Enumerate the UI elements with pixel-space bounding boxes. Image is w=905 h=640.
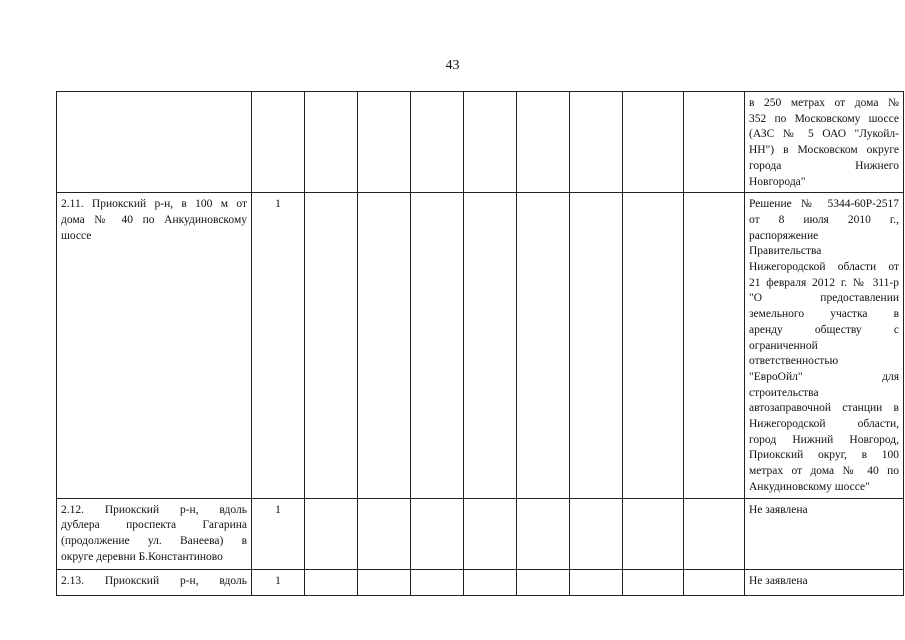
empty-cell	[570, 569, 623, 595]
empty-cell	[411, 498, 464, 569]
empty-cell	[684, 498, 745, 569]
empty-cell	[411, 92, 464, 193]
empty-cell	[623, 498, 684, 569]
text-line: 2.11. Приокский р-н, в 100 м от	[61, 198, 247, 211]
empty-cell	[517, 193, 570, 498]
empty-cell	[358, 498, 411, 569]
text-line: от 8 июля 2010 г.,	[749, 213, 899, 226]
table-row	[57, 498, 904, 569]
status-cell	[745, 498, 904, 569]
data-table	[56, 91, 904, 596]
empty-cell	[570, 92, 623, 193]
empty-cell	[517, 569, 570, 595]
text-line: автозаправочной станции в	[749, 402, 899, 415]
text-line: "О предоставлении	[749, 292, 899, 305]
text-line: Нижегородской области,	[749, 418, 899, 431]
empty-cell	[464, 193, 517, 498]
text-line: 352 по Московскому шоссе	[749, 112, 899, 125]
text-line: Новгорода"	[749, 175, 806, 188]
text-line: Правительства	[749, 245, 822, 258]
text-line: город Нижний Новгород,	[749, 433, 899, 446]
empty-cell	[305, 92, 358, 193]
text-line: земельного участка в	[749, 308, 899, 321]
empty-cell	[464, 92, 517, 193]
quantity-cell: 1	[252, 569, 305, 595]
text-line: в 250 метрах от дома №	[749, 97, 899, 109]
table-row	[57, 193, 904, 498]
text-line: (продолжение ул. Ванеева) в	[61, 534, 247, 547]
empty-cell	[358, 569, 411, 595]
quantity-cell: 1	[252, 193, 305, 498]
quantity-cell	[252, 92, 305, 193]
text-line: Не заявлена	[749, 503, 808, 516]
text-line: аренду обществу с	[749, 323, 899, 336]
empty-cell	[684, 193, 745, 498]
location-cell	[57, 92, 252, 193]
empty-cell	[358, 92, 411, 193]
text-line: метрах от дома № 40 по	[749, 465, 899, 478]
empty-cell	[305, 498, 358, 569]
text-line: ответственностью	[749, 355, 839, 368]
empty-cell	[623, 569, 684, 595]
empty-cell	[570, 193, 623, 498]
table-row	[57, 569, 904, 595]
empty-cell	[411, 569, 464, 595]
text-line: "ЕвроОйл" для	[749, 370, 899, 383]
text-line: округе деревни Б.Константиново	[61, 550, 223, 563]
text-line: 2.12. Приокский р-н, вдоль	[61, 503, 247, 516]
text-line: Приокский округ, в 100	[749, 449, 899, 462]
empty-cell	[623, 92, 684, 193]
text-line: шоссе	[61, 229, 92, 242]
status-cell	[745, 569, 904, 595]
text-line: 21 февраля 2012 г. № 311-р	[749, 276, 899, 289]
empty-cell	[358, 193, 411, 498]
table-row	[57, 92, 904, 193]
empty-cell	[684, 92, 745, 193]
empty-cell	[464, 498, 517, 569]
location-cell	[57, 569, 252, 595]
empty-cell	[305, 193, 358, 498]
empty-cell	[623, 193, 684, 498]
text-line: распоряжение	[749, 229, 819, 242]
empty-cell	[464, 569, 517, 595]
text-line: НН") в Московском округе	[749, 144, 899, 157]
empty-cell	[517, 498, 570, 569]
text-line: дома № 40 по Анкудиновскому	[61, 213, 247, 226]
text-line: дублера проспекта Гагарина	[61, 519, 247, 532]
page-number: 43	[445, 58, 460, 73]
status-cell	[745, 193, 904, 498]
text-line: Анкудиновскому шоссе"	[749, 480, 870, 493]
empty-cell	[305, 569, 358, 595]
text-line: ограниченной	[749, 339, 818, 352]
text-line: строительства	[749, 386, 819, 399]
text-line: города Нижнего	[749, 159, 899, 172]
text-line: Не заявлена	[749, 574, 808, 587]
text-line: Решение № 5344-60Р-2517	[749, 198, 899, 211]
text-line: 2.13. Приокский р-н, вдоль	[61, 574, 247, 587]
text-line: Нижегородской области от	[749, 261, 899, 274]
location-cell	[57, 498, 252, 569]
empty-cell	[570, 498, 623, 569]
empty-cell	[684, 569, 745, 595]
status-cell	[745, 92, 904, 193]
text-line: (АЗС № 5 ОАО "Лукойл-	[749, 128, 899, 141]
empty-cell	[411, 193, 464, 498]
quantity-cell: 1	[252, 498, 305, 569]
empty-cell	[517, 92, 570, 193]
location-cell	[57, 193, 252, 498]
